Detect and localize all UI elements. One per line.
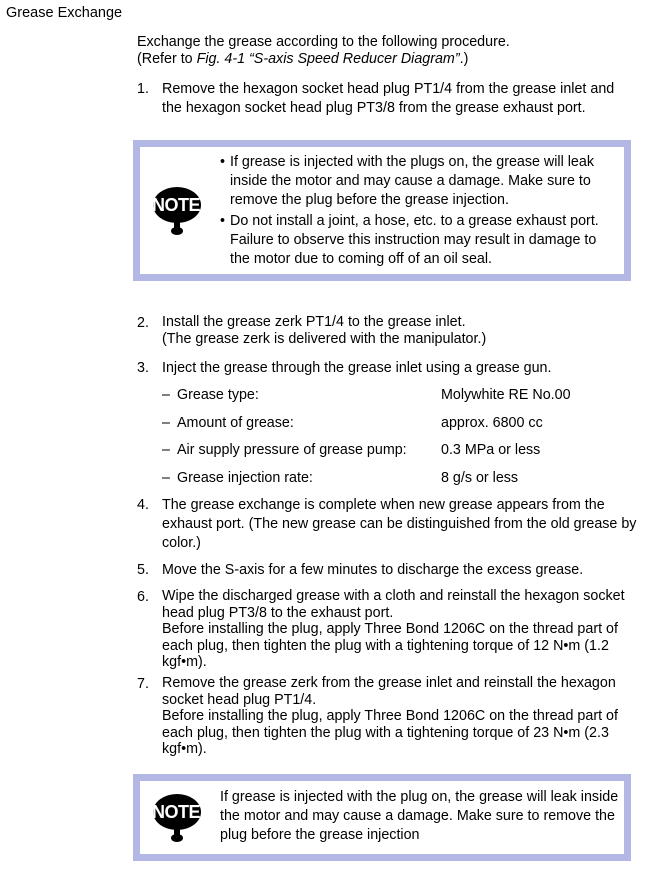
intro-line-2 <box>137 51 510 68</box>
step-text: Move the S-axis for a few minutes to discharge the excess grease. <box>162 562 584 578</box>
step-1 <box>137 80 627 118</box>
step-number: 7. <box>137 676 149 692</box>
spec-key: Grease injection rate: <box>177 470 313 486</box>
step-text: Remove the grease zerk from the grease inlet and reinstall the hexagon socket head plug PT1/4. <box>162 675 616 708</box>
step-number: 5. <box>137 562 149 578</box>
intro-ref-prefix: (Refer to <box>137 51 197 67</box>
step-4 <box>137 496 642 553</box>
step-text-2: (The grease zerk is delivered with the manipulator.) <box>162 331 487 347</box>
step-5 <box>137 561 642 580</box>
note-icon: NOTE <box>147 187 205 257</box>
spec-key: Air supply pressure of grease pump: <box>177 442 407 458</box>
note-1-bullets <box>220 153 620 271</box>
spec-key: Amount of grease: <box>177 415 294 431</box>
note-box-1 <box>133 140 631 281</box>
spec-row-amount: – Amount of grease: approx. 6800 cc <box>162 415 543 431</box>
spec-key: Grease type: <box>177 387 259 403</box>
intro-line-1: Exchange the grease according to the following procedure. <box>137 34 510 50</box>
spec-row-air-pressure: – Air supply pressure of grease pump: 0.3 MPa or less <box>162 442 541 458</box>
spec-value: approx. 6800 cc <box>441 415 543 431</box>
note-box-2 <box>133 774 631 861</box>
step-text: Remove the hexagon socket head plug PT1/4 from the grease inlet and the hexagon socket head plug PT3/8 from the grease exhaust port. <box>162 81 615 116</box>
spec-row-injection-rate: – Grease injection rate: 8 g/s or less <box>162 470 519 486</box>
step-6 <box>137 588 642 671</box>
step-number: 2. <box>137 315 149 331</box>
note-2-text: If grease is injected with the plug on, the grease will leak inside the motor and may cause a damage. Make sure to remove the plug before the grease injection <box>220 789 619 843</box>
intro-ref-suffix: .) <box>459 51 469 67</box>
step-text-2: Before installing the plug, apply Three Bond 1206C on the thread part of each plug, then tighten the plug with a tightening torque of 23 N•m (2.3 kgf•m). <box>162 708 618 757</box>
spec-value: Molywhite RE No.00 <box>441 387 571 403</box>
step-text: Inject the grease through the grease inlet using a grease gun. <box>162 360 552 376</box>
step-number: 6. <box>137 589 149 605</box>
step-text-2: Before installing the plug, apply Three Bond 1206C on the thread part of each plug, then tighten the plug with a tightening torque of 12 N•m (1.2 kgf•m). <box>162 621 618 670</box>
spec-row-grease-type: – Grease type: Molywhite RE No.00 <box>162 387 571 403</box>
note-1-bullet-2: • Do not install a joint, a hose, etc. to a grease exhaust port. Failure to observe this instruction may result in damage to the motor due to coming off of an oil seal. <box>220 212 620 269</box>
note-1-bullet-1: • If grease is injected with the plugs on, the grease will leak inside the motor and may cause a damage. Make sure to remove the plug before the grease injection. <box>220 153 620 210</box>
step-7 <box>137 675 642 758</box>
spec-value: 0.3 MPa or less <box>441 442 541 458</box>
step-text: Install the grease zerk PT1/4 to the grease inlet. <box>162 314 466 330</box>
step-2 <box>137 314 642 348</box>
step-3 <box>137 359 642 378</box>
intro-paragraph <box>137 34 510 68</box>
spec-value: 8 g/s or less <box>441 470 519 486</box>
step-number: 1. <box>137 81 149 97</box>
step-text: Wipe the discharged grease with a cloth and reinstall the hexagon socket head plug PT3/8 to the exhaust port. <box>162 588 625 621</box>
figure-reference-link[interactable]: Fig. 4-1 “S-axis Speed Reducer Diagram” <box>196 51 460 67</box>
step-number: 4. <box>137 497 149 513</box>
note-icon: NOTE <box>147 794 205 864</box>
step-text: The grease exchange is complete when new grease appears from the exhaust port. (The new grease can be distinguished from the old grease by color.) <box>162 497 637 551</box>
step-number: 3. <box>137 360 149 376</box>
section-heading: Grease Exchange <box>6 5 123 21</box>
